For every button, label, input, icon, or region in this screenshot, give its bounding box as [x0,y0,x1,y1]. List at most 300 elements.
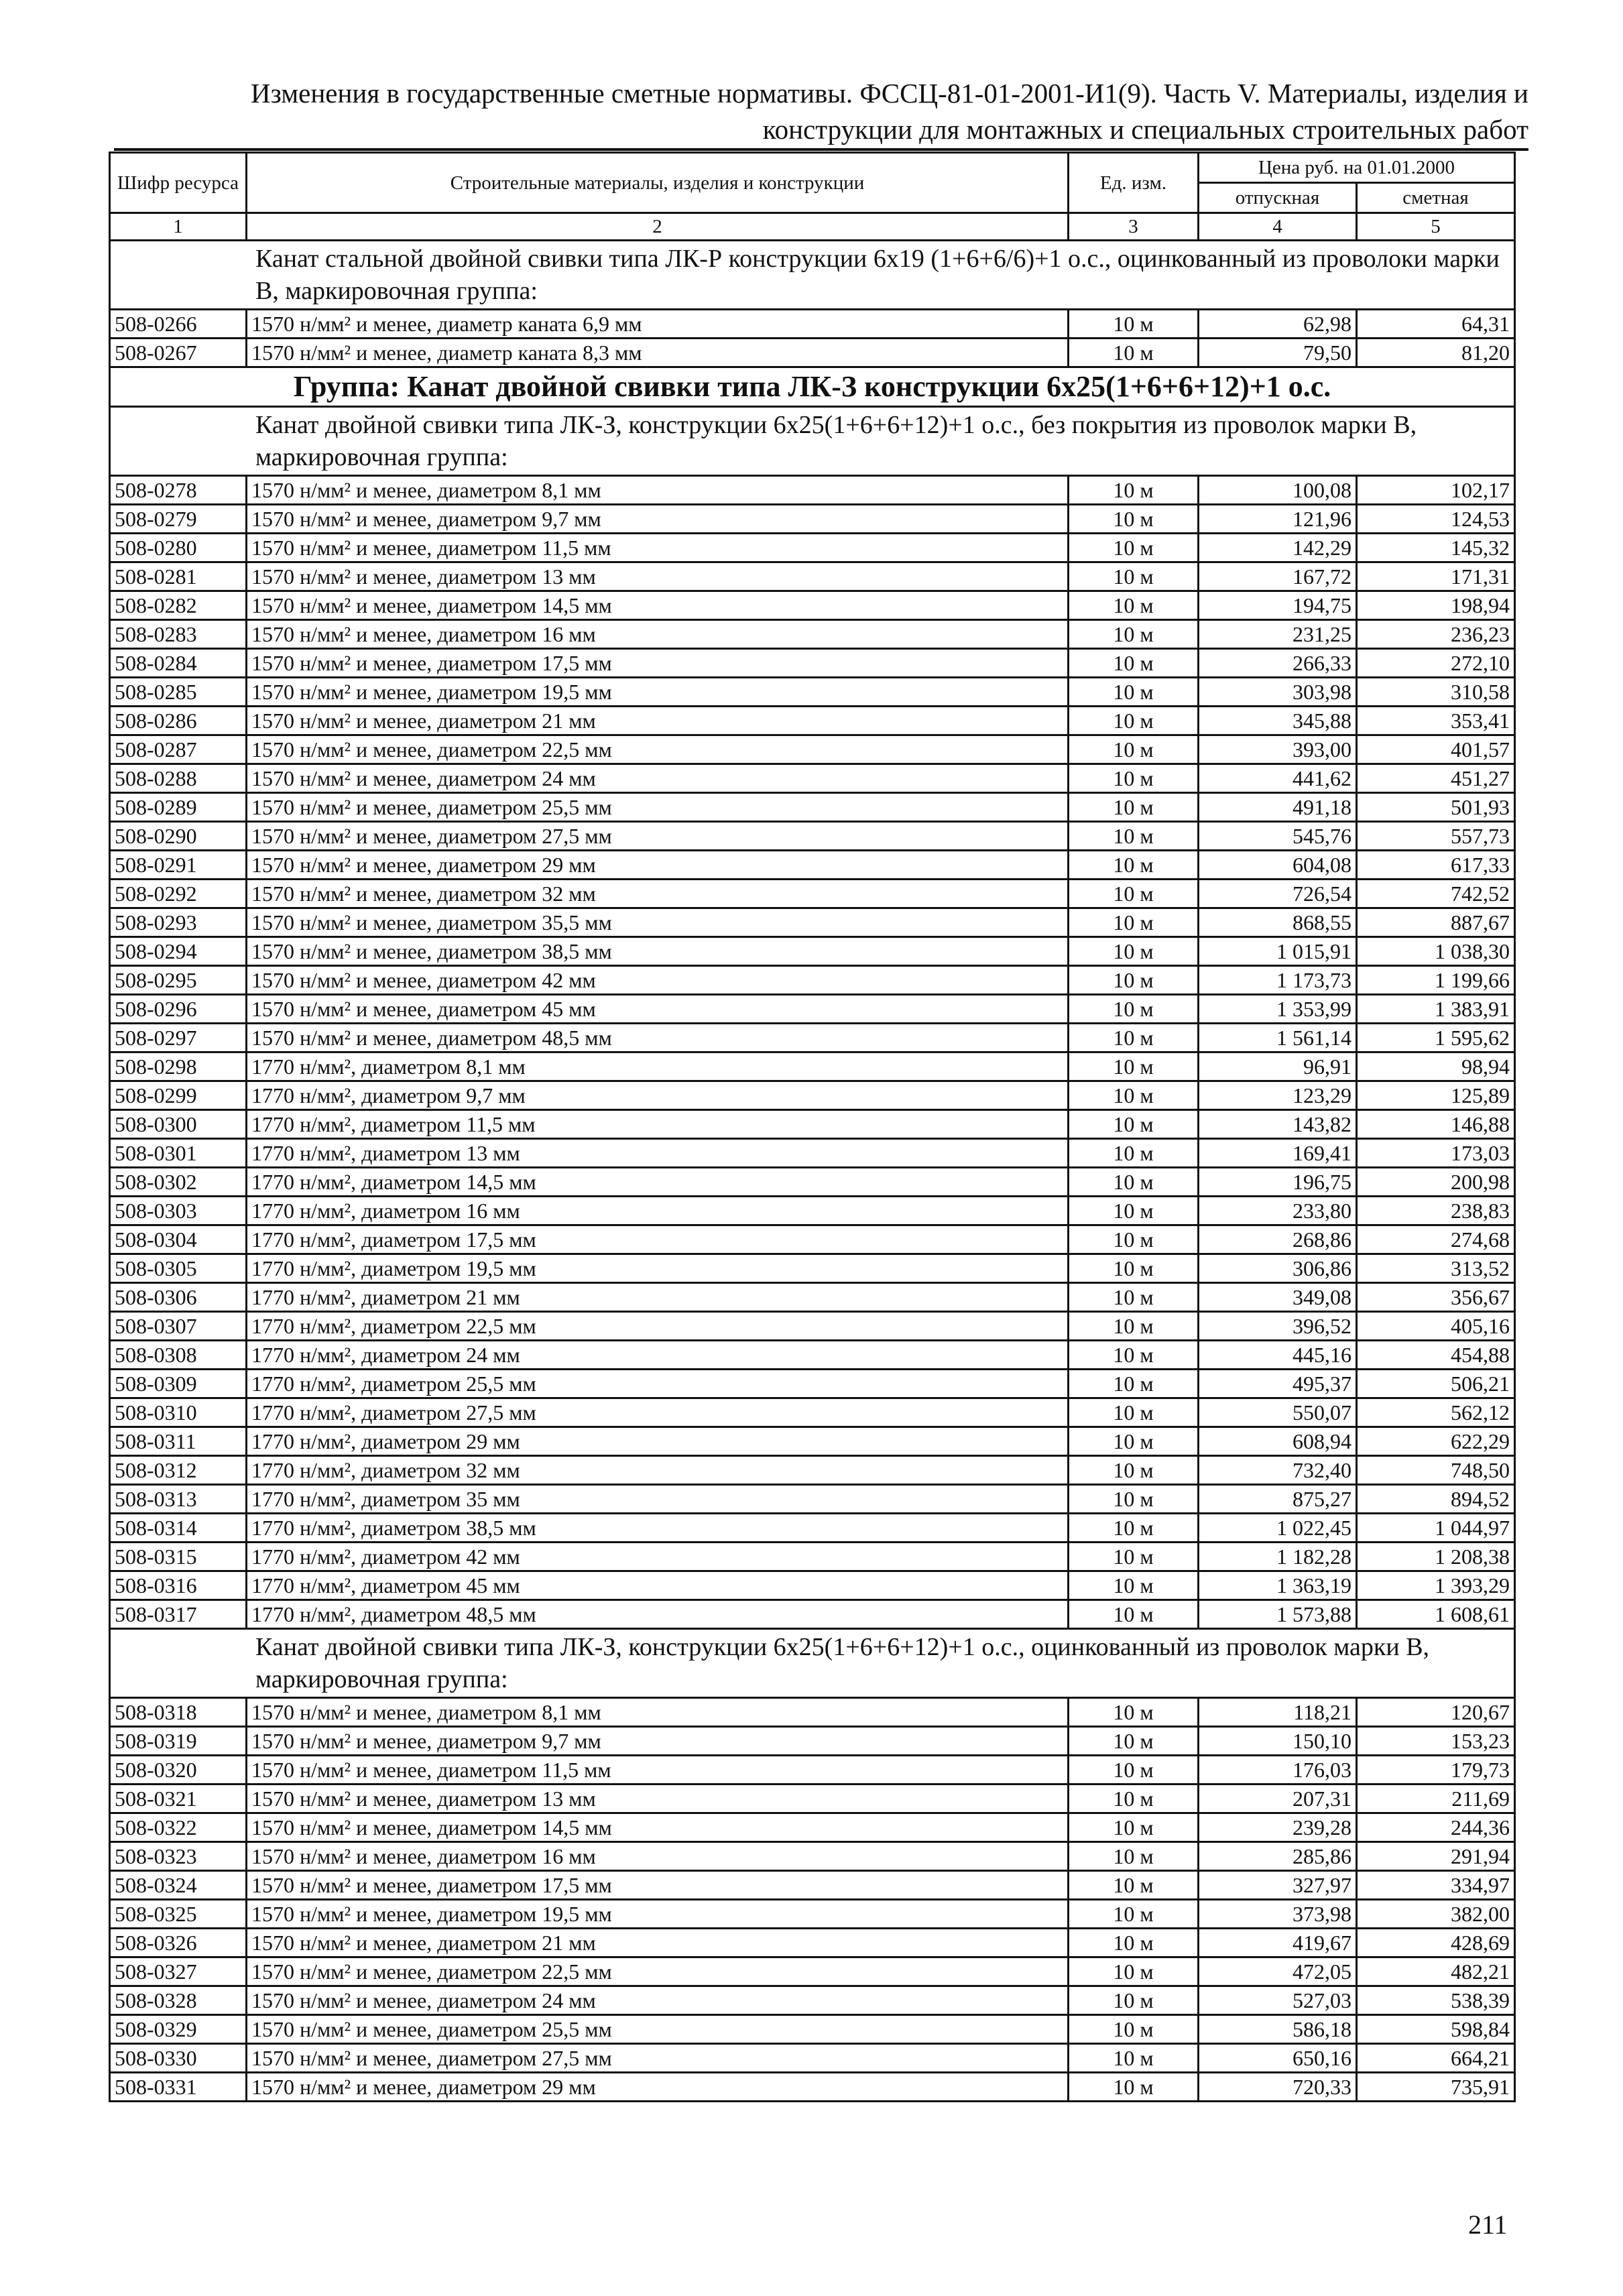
table-row [110,505,1515,534]
resource-code: 508-0318 [110,1698,247,1727]
table-row [110,1197,1515,1225]
release-price: 527,03 [1199,1986,1357,2015]
table-row [110,880,1515,908]
resource-code: 508-0320 [110,1756,247,1785]
resource-code: 508-0292 [110,880,247,908]
unit-cell: 10 м [1069,1571,1199,1600]
unit-cell: 10 м [1069,822,1199,851]
material-name: 1570 н/мм² и менее, диаметром 22,5 мм [247,735,1069,764]
estimate-price: 735,91 [1357,2073,1515,2102]
table-row [110,1727,1515,1756]
release-price: 239,28 [1199,1813,1357,1842]
group-heading: Группа: Канат двойной свивки типа ЛК-З конструкции 6х25(1+6+6+12)+1 о.с. [110,367,1515,407]
unit-cell: 10 м [1069,707,1199,735]
section-description: Канат двойной свивки типа ЛК-З, конструкции 6х25(1+6+6+12)+1 о.с., оцинкованный из проволок марки В, маркировочная группа: [110,1629,1515,1698]
table-row [110,1756,1515,1785]
estimate-price: 405,16 [1357,1312,1515,1341]
table-row [110,678,1515,707]
estimate-price: 598,84 [1357,2015,1515,2044]
table-row [110,1986,1515,2015]
table-row [110,793,1515,822]
resource-code: 508-0314 [110,1514,247,1543]
material-name: 1770 н/мм², диаметром 16 мм [247,1197,1069,1225]
resource-code: 508-0295 [110,966,247,995]
release-price: 445,16 [1199,1341,1357,1370]
estimate-price: 617,33 [1357,851,1515,880]
release-price: 419,67 [1199,1929,1357,1957]
group-heading-row [110,367,1515,407]
estimate-price: 313,52 [1357,1254,1515,1283]
release-price: 495,37 [1199,1370,1357,1398]
release-price: 176,03 [1199,1756,1357,1785]
material-name: 1570 н/мм² и менее, диаметром 21 мм [247,707,1069,735]
unit-cell: 10 м [1069,476,1199,505]
unit-cell: 10 м [1069,678,1199,707]
release-price: 196,75 [1199,1168,1357,1197]
table-row [110,1571,1515,1600]
resource-code: 508-0328 [110,1986,247,2015]
release-price: 349,08 [1199,1283,1357,1312]
estimate-price: 1 383,91 [1357,995,1515,1024]
resource-code: 508-0267 [110,339,247,367]
material-name: 1770 н/мм², диаметром 14,5 мм [247,1168,1069,1197]
resource-code: 508-0278 [110,476,247,505]
release-price: 231,25 [1199,620,1357,649]
estimate-price: 557,73 [1357,822,1515,851]
table-row [110,851,1515,880]
material-name: 1770 н/мм², диаметром 9,7 мм [247,1081,1069,1110]
unit-cell: 10 м [1069,735,1199,764]
material-name: 1570 н/мм² и менее, диаметром 29 мм [247,851,1069,880]
unit-cell: 10 м [1069,1456,1199,1485]
material-name: 1570 н/мм² и менее, диаметром 48,5 мм [247,1024,1069,1052]
table-row [110,735,1515,764]
material-name: 1770 н/мм², диаметром 32 мм [247,1456,1069,1485]
section-row [110,407,1515,476]
estimate-price: 887,67 [1357,908,1515,937]
resource-code: 508-0293 [110,908,247,937]
release-price: 1 363,19 [1199,1571,1357,1600]
col-number: 4 [1199,213,1357,241]
table-body [110,241,1515,2102]
resource-code: 508-0303 [110,1197,247,1225]
resource-code: 508-0331 [110,2073,247,2102]
estimate-price: 382,00 [1357,1900,1515,1929]
release-price: 545,76 [1199,822,1357,851]
release-price: 393,00 [1199,735,1357,764]
unit-cell: 10 м [1069,1168,1199,1197]
col-header-unit: Ед. изм. [1069,153,1199,213]
material-name: 1570 н/мм² и менее, диаметром 16 мм [247,1842,1069,1871]
resource-code: 508-0316 [110,1571,247,1600]
material-name: 1570 н/мм² и менее, диаметром 14,5 мм [247,591,1069,620]
resource-code: 508-0326 [110,1929,247,1957]
table-row [110,620,1515,649]
release-price: 150,10 [1199,1727,1357,1756]
estimate-price: 153,23 [1357,1727,1515,1756]
release-price: 345,88 [1199,707,1357,735]
unit-cell: 10 м [1069,995,1199,1024]
material-name: 1570 н/мм² и менее, диаметром 38,5 мм [247,937,1069,966]
price-table [109,152,1516,2102]
unit-cell: 10 м [1069,937,1199,966]
table-row [110,966,1515,995]
resource-code: 508-0305 [110,1254,247,1283]
material-name: 1570 н/мм² и менее, диаметром 16 мм [247,620,1069,649]
resource-code: 508-0285 [110,678,247,707]
table-row [110,1514,1515,1543]
estimate-price: 894,52 [1357,1485,1515,1514]
estimate-price: 200,98 [1357,1168,1515,1197]
table-row [110,1052,1515,1081]
material-name: 1570 н/мм² и менее, диаметром 17,5 мм [247,1871,1069,1900]
material-name: 1570 н/мм² и менее, диаметром 19,5 мм [247,1900,1069,1929]
unit-cell: 10 м [1069,649,1199,678]
release-price: 121,96 [1199,505,1357,534]
resource-code: 508-0310 [110,1398,247,1427]
release-price: 650,16 [1199,2044,1357,2073]
table-row [110,1485,1515,1514]
unit-cell: 10 м [1069,1081,1199,1110]
table-row [110,937,1515,966]
estimate-price: 501,93 [1357,793,1515,822]
material-name: 1570 н/мм² и менее, диаметром 13 мм [247,1785,1069,1813]
release-price: 1 561,14 [1199,1024,1357,1052]
table-row [110,1785,1515,1813]
material-name: 1570 н/мм² и менее, диаметр каната 6,9 мм [247,310,1069,339]
resource-code: 508-0321 [110,1785,247,1813]
release-price: 167,72 [1199,562,1357,591]
release-price: 169,41 [1199,1139,1357,1168]
material-name: 1570 н/мм² и менее, диаметром 24 мм [247,1986,1069,2015]
col-header-release: отпускная [1199,183,1357,213]
material-name: 1570 н/мм² и менее, диаметром 27,5 мм [247,2044,1069,2073]
material-name: 1570 н/мм² и менее, диаметром 19,5 мм [247,678,1069,707]
estimate-price: 1 608,61 [1357,1600,1515,1629]
resource-code: 508-0319 [110,1727,247,1756]
table-row [110,1312,1515,1341]
unit-cell: 10 м [1069,534,1199,562]
unit-cell: 10 м [1069,1427,1199,1456]
unit-cell: 10 м [1069,1842,1199,1871]
unit-cell: 10 м [1069,1756,1199,1785]
table-row [110,1168,1515,1197]
material-name: 1570 н/мм² и менее, диаметром 11,5 мм [247,1756,1069,1785]
material-name: 1770 н/мм², диаметром 35 мм [247,1485,1069,1514]
estimate-price: 125,89 [1357,1081,1515,1110]
release-price: 1 573,88 [1199,1600,1357,1629]
table-row [110,1957,1515,1986]
material-name: 1770 н/мм², диаметром 29 мм [247,1427,1069,1456]
table-row [110,591,1515,620]
unit-cell: 10 м [1069,1197,1199,1225]
table-row [110,908,1515,937]
resource-code: 508-0315 [110,1543,247,1571]
header-rule [114,148,1528,151]
unit-cell: 10 м [1069,1110,1199,1139]
unit-cell: 10 м [1069,591,1199,620]
unit-cell: 10 м [1069,1785,1199,1813]
estimate-price: 1 393,29 [1357,1571,1515,1600]
material-name: 1570 н/мм² и менее, диаметром 22,5 мм [247,1957,1069,1986]
table-row [110,2044,1515,2073]
release-price: 123,29 [1199,1081,1357,1110]
unit-cell: 10 м [1069,764,1199,793]
resource-code: 508-0288 [110,764,247,793]
release-price: 327,97 [1199,1871,1357,1900]
release-price: 268,86 [1199,1225,1357,1254]
table-row [110,476,1515,505]
release-price: 875,27 [1199,1485,1357,1514]
table-row [110,1813,1515,1842]
release-price: 1 173,73 [1199,966,1357,995]
release-price: 1 015,91 [1199,937,1357,966]
release-price: 604,08 [1199,851,1357,880]
table-row [110,764,1515,793]
resource-code: 508-0279 [110,505,247,534]
table-row [110,310,1515,339]
release-price: 285,86 [1199,1842,1357,1871]
estimate-price: 1 595,62 [1357,1024,1515,1052]
material-name: 1570 н/мм² и менее, диаметром 25,5 мм [247,793,1069,822]
col-header-name: Строительные материалы, изделия и конструкции [247,153,1069,213]
resource-code: 508-0298 [110,1052,247,1081]
material-name: 1770 н/мм², диаметром 45 мм [247,1571,1069,1600]
resource-code: 508-0324 [110,1871,247,1900]
release-price: 491,18 [1199,793,1357,822]
estimate-price: 211,69 [1357,1785,1515,1813]
unit-cell: 10 м [1069,1929,1199,1957]
material-name: 1770 н/мм², диаметром 38,5 мм [247,1514,1069,1543]
table-row [110,1139,1515,1168]
resource-code: 508-0266 [110,310,247,339]
material-name: 1570 н/мм² и менее, диаметром 8,1 мм [247,1698,1069,1727]
estimate-price: 236,23 [1357,620,1515,649]
table-row [110,1283,1515,1312]
estimate-price: 356,67 [1357,1283,1515,1312]
unit-cell: 10 м [1069,2015,1199,2044]
resource-code: 508-0281 [110,562,247,591]
table-row [110,534,1515,562]
estimate-price: 353,41 [1357,707,1515,735]
material-name: 1570 н/мм² и менее, диаметром 13 мм [247,562,1069,591]
material-name: 1770 н/мм², диаметром 48,5 мм [247,1600,1069,1629]
resource-code: 508-0317 [110,1600,247,1629]
col-number: 3 [1069,213,1199,241]
release-price: 726,54 [1199,880,1357,908]
material-name: 1770 н/мм², диаметром 22,5 мм [247,1312,1069,1341]
unit-cell: 10 м [1069,505,1199,534]
estimate-price: 506,21 [1357,1370,1515,1398]
estimate-price: 98,94 [1357,1052,1515,1081]
unit-cell: 10 м [1069,1370,1199,1398]
table-row [110,1543,1515,1571]
table-row [110,1600,1515,1629]
material-name: 1570 н/мм² и менее, диаметром 21 мм [247,1929,1069,1957]
unit-cell: 10 м [1069,1813,1199,1842]
unit-cell: 10 м [1069,1024,1199,1052]
resource-code: 508-0289 [110,793,247,822]
table-row [110,2073,1515,2102]
resource-code: 508-0309 [110,1370,247,1398]
resource-code: 508-0282 [110,591,247,620]
col-header-price: Цена руб. на 01.01.2000 [1199,153,1515,183]
unit-cell: 10 м [1069,1543,1199,1571]
unit-cell: 10 м [1069,1254,1199,1283]
col-number: 1 [110,213,247,241]
table-row [110,1225,1515,1254]
table-row [110,1110,1515,1139]
unit-cell: 10 м [1069,2073,1199,2102]
resource-code: 508-0306 [110,1283,247,1312]
material-name: 1770 н/мм², диаметром 42 мм [247,1543,1069,1571]
resource-code: 508-0297 [110,1024,247,1052]
table-row [110,822,1515,851]
estimate-price: 454,88 [1357,1341,1515,1370]
estimate-price: 120,67 [1357,1698,1515,1727]
material-name: 1570 н/мм² и менее, диаметром 24 мм [247,764,1069,793]
header-line-1: Изменения в государственные сметные нормативы. ФССЦ-81-01-2001-И1(9). Часть V. Материалы, изделия и [250,78,1528,109]
estimate-price: 1 199,66 [1357,966,1515,995]
section-row [110,1629,1515,1698]
resource-code: 508-0301 [110,1139,247,1168]
resource-code: 508-0284 [110,649,247,678]
table-row [110,1024,1515,1052]
unit-cell: 10 м [1069,1514,1199,1543]
unit-cell: 10 м [1069,851,1199,880]
unit-cell: 10 м [1069,908,1199,937]
unit-cell: 10 м [1069,1871,1199,1900]
release-price: 732,40 [1199,1456,1357,1485]
unit-cell: 10 м [1069,1900,1199,1929]
unit-cell: 10 м [1069,1312,1199,1341]
resource-code: 508-0280 [110,534,247,562]
release-price: 472,05 [1199,1957,1357,1986]
page-number: 211 [1468,2210,1508,2240]
release-price: 96,91 [1199,1052,1357,1081]
estimate-price: 451,27 [1357,764,1515,793]
header-line-2: конструкции для монтажных и специальных строительных работ [762,114,1528,145]
unit-cell: 10 м [1069,620,1199,649]
estimate-price: 1 208,38 [1357,1543,1515,1571]
col-number: 2 [247,213,1069,241]
unit-cell: 10 м [1069,1957,1199,1986]
material-name: 1570 н/мм² и менее, диаметром 32 мм [247,880,1069,908]
release-price: 100,08 [1199,476,1357,505]
unit-cell: 10 м [1069,1986,1199,2015]
estimate-price: 748,50 [1357,1456,1515,1485]
estimate-price: 334,97 [1357,1871,1515,1900]
estimate-price: 146,88 [1357,1110,1515,1139]
resource-code: 508-0283 [110,620,247,649]
estimate-price: 124,53 [1357,505,1515,534]
estimate-price: 538,39 [1357,1986,1515,2015]
material-name: 1570 н/мм² и менее, диаметром 11,5 мм [247,534,1069,562]
release-price: 1 022,45 [1199,1514,1357,1543]
estimate-price: 562,12 [1357,1398,1515,1427]
release-price: 586,18 [1199,2015,1357,2044]
table-row [110,2015,1515,2044]
material-name: 1570 н/мм² и менее, диаметром 42 мм [247,966,1069,995]
material-name: 1770 н/мм², диаметром 21 мм [247,1283,1069,1312]
resource-code: 508-0323 [110,1842,247,1871]
table-row [110,1900,1515,1929]
resource-code: 508-0291 [110,851,247,880]
estimate-price: 244,36 [1357,1813,1515,1842]
table-row [110,1341,1515,1370]
release-price: 79,50 [1199,339,1357,367]
estimate-price: 238,83 [1357,1197,1515,1225]
section-description: Канат двойной свивки типа ЛК-З, конструкции 6х25(1+6+6+12)+1 о.с., без покрытия из проволок марки В, маркировочная группа: [110,407,1515,476]
table-row [110,1698,1515,1727]
unit-cell: 10 м [1069,2044,1199,2073]
table-row [110,995,1515,1024]
estimate-price: 274,68 [1357,1225,1515,1254]
material-name: 1770 н/мм², диаметром 24 мм [247,1341,1069,1370]
material-name: 1570 н/мм² и менее, диаметром 9,7 мм [247,1727,1069,1756]
unit-cell: 10 м [1069,339,1199,367]
unit-cell: 10 м [1069,1139,1199,1168]
resource-code: 508-0307 [110,1312,247,1341]
material-name: 1570 н/мм² и менее, диаметром 45 мм [247,995,1069,1024]
estimate-price: 198,94 [1357,591,1515,620]
estimate-price: 742,52 [1357,880,1515,908]
resource-code: 508-0312 [110,1456,247,1485]
estimate-price: 145,32 [1357,534,1515,562]
estimate-price: 64,31 [1357,310,1515,339]
table-row [110,1456,1515,1485]
unit-cell: 10 м [1069,1727,1199,1756]
resource-code: 508-0329 [110,2015,247,2044]
estimate-price: 428,69 [1357,1929,1515,1957]
table-row [110,1871,1515,1900]
resource-code: 508-0330 [110,2044,247,2073]
section-row [110,241,1515,310]
estimate-price: 291,94 [1357,1842,1515,1871]
unit-cell: 10 м [1069,1341,1199,1370]
resource-code: 508-0302 [110,1168,247,1197]
unit-cell: 10 м [1069,1600,1199,1629]
unit-cell: 10 м [1069,1485,1199,1514]
table-row [110,339,1515,367]
material-name: 1770 н/мм², диаметром 17,5 мм [247,1225,1069,1254]
material-name: 1570 н/мм² и менее, диаметром 25,5 мм [247,2015,1069,2044]
resource-code: 508-0304 [110,1225,247,1254]
resource-code: 508-0290 [110,822,247,851]
release-price: 207,31 [1199,1785,1357,1813]
estimate-price: 1 044,97 [1357,1514,1515,1543]
release-price: 608,94 [1199,1427,1357,1456]
material-name: 1570 н/мм² и менее, диаметр каната 8,3 мм [247,339,1069,367]
release-price: 233,80 [1199,1197,1357,1225]
table-row [110,1842,1515,1871]
material-name: 1570 н/мм² и менее, диаметром 8,1 мм [247,476,1069,505]
release-price: 373,98 [1199,1900,1357,1929]
material-name: 1770 н/мм², диаметром 13 мм [247,1139,1069,1168]
release-price: 306,86 [1199,1254,1357,1283]
page-header [114,75,1528,147]
unit-cell: 10 м [1069,1225,1199,1254]
table-row [110,1398,1515,1427]
release-price: 720,33 [1199,2073,1357,2102]
release-price: 550,07 [1199,1398,1357,1427]
estimate-price: 310,58 [1357,678,1515,707]
release-price: 868,55 [1199,908,1357,937]
estimate-price: 171,31 [1357,562,1515,591]
release-price: 1 182,28 [1199,1543,1357,1571]
table-row [110,1427,1515,1456]
material-name: 1570 н/мм² и менее, диаметром 17,5 мм [247,649,1069,678]
